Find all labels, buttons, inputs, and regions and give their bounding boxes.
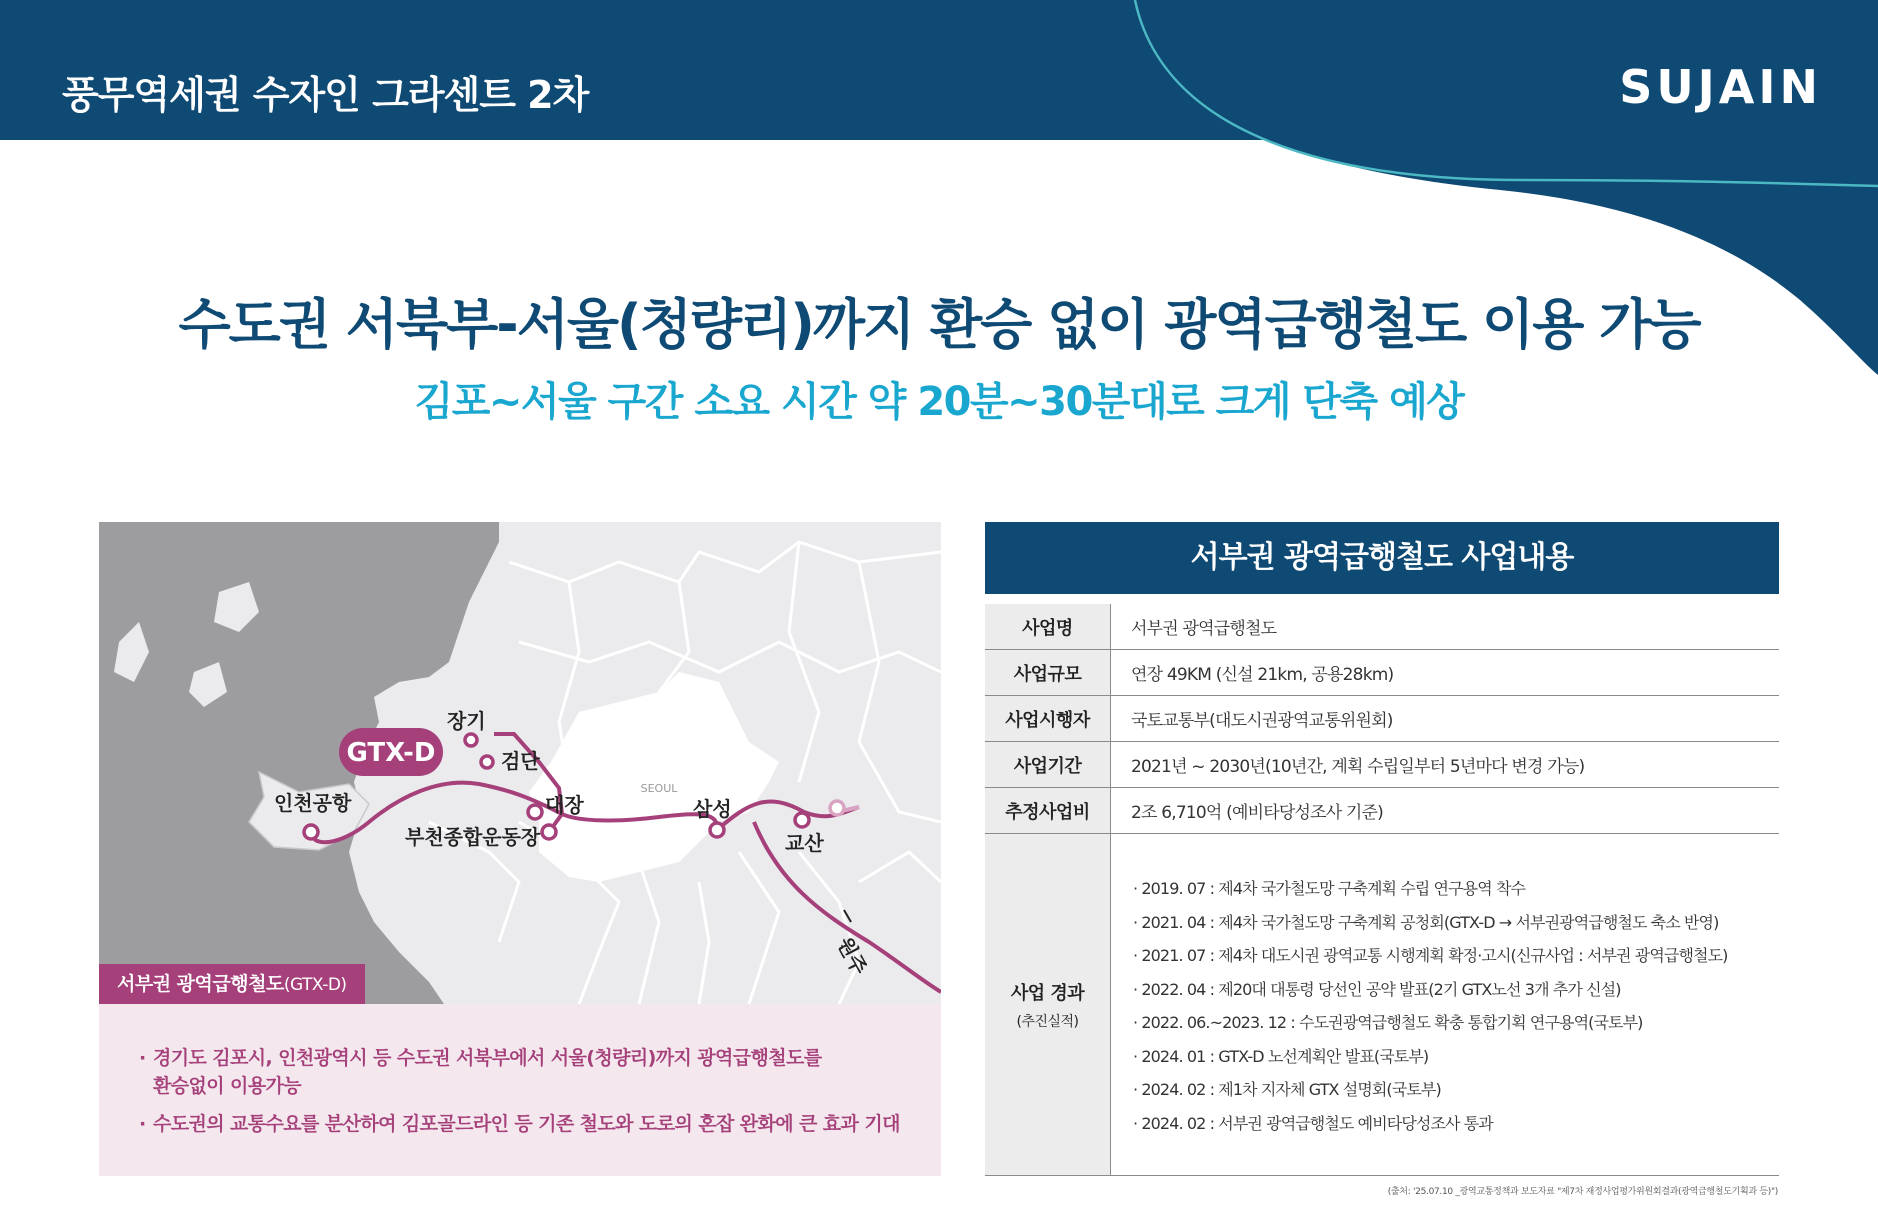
table-row (985, 604, 1779, 650)
table-row-history (985, 834, 1779, 1176)
station-geomdan-dot (481, 756, 493, 768)
map-bullets (99, 1004, 941, 1176)
table-row (985, 650, 1779, 696)
row-label-history: 사업 경과 (추진실적) (985, 834, 1111, 1175)
row-label: 사업시행자 (985, 696, 1111, 741)
row-value: 국토교통부(대도시권광역교통위원회) (1131, 711, 1393, 731)
history-item: · 2024. 01 : GTX-D 노선계획안 발표(국토부) (1133, 1046, 1429, 1066)
station-incheon-airport-dot (304, 825, 318, 839)
header-title: 풍무역세권 수자인 그라센트 2차 (62, 73, 589, 117)
history-item: · 2024. 02 : 제1차 지자체 GTX 설명회(국토부) (1133, 1080, 1441, 1099)
bullet-item: · 경기도 김포시, 인천광역시 등 수도권 서북부에서 서울(청량리)까지 광역급행철도를 환승없이 이용가능 (139, 1044, 941, 1100)
history-item: · 2021. 04 : 제4차 국가철도망 구축계획 공청회(GTX-D → 서부권광역급행철도 축소 반영) (1133, 912, 1719, 932)
station-daejang-dot (528, 805, 542, 819)
station-janggi-dot (465, 734, 477, 746)
label-wonju: 원주 (832, 933, 872, 979)
subheadline: 김포~서울 구간 소요 시간 약 20분~30분대로 크게 단축 예상 (414, 379, 1464, 425)
station-bucheon-dot (542, 825, 556, 839)
label-geomdan: 검단 (501, 749, 540, 773)
history-item: · 2024. 02 : 서부권 광역급행철도 예비타당성조사 통과 (1133, 1113, 1493, 1133)
label-janggi: 장기 (447, 709, 486, 733)
route-map (99, 522, 941, 1004)
row-label: 사업기간 (985, 742, 1111, 787)
station-samseong-dot (710, 823, 724, 837)
route-map-graphic (99, 522, 941, 1004)
bullet-dot-icon: · (139, 1113, 146, 1135)
history-item: · 2022. 04 : 제20대 대통령 당선인 공약 발표(2기 GTX노선 3개 추가 신설) (1133, 979, 1621, 999)
map-caption-sub: (GTX-D) (283, 975, 347, 995)
station-gyosan-dot (795, 813, 809, 827)
bullet-item: · 수도권의 교통수요를 분산하여 김포골드라인 등 기존 철도와 도로의 혼잡 완화에 큰 효과 기대 (139, 1110, 941, 1138)
history-item: · 2019. 07 : 제4차 국가철도망 구축계획 수립 연구용역 착수 (1133, 879, 1526, 898)
brand-logo: SUJAIN (1619, 60, 1822, 114)
map-caption (99, 964, 365, 1004)
station-extension-dot (830, 801, 844, 815)
row-label: 사업명 (985, 604, 1111, 649)
label-bucheon: 부천종합운동장 (405, 825, 541, 849)
map-caption-main: 서부권 광역급행철도 (117, 973, 284, 995)
label-incheon-airport: 인천공항 (274, 791, 352, 815)
label-gyosan: 교산 (785, 831, 824, 855)
project-info-table (985, 522, 1779, 1177)
table-row (985, 696, 1779, 742)
row-value: 2021년 ~ 2030년(10년간, 계획 수립일부터 5년마다 변경 가능) (1131, 757, 1585, 777)
label-daejang: 대장 (545, 793, 584, 817)
seoul-label: SEOUL (640, 782, 678, 795)
bullet-dot-icon: · (139, 1047, 146, 1069)
row-value: 2조 6,710억 (예비타당성조사 기준) (1131, 803, 1384, 823)
row-label: 추정사업비 (985, 788, 1111, 833)
history-item: · 2021. 07 : 제4차 대도시권 광역교통 시행계획 확정·고시(신규사업 : 서부권 광역급행철도) (1133, 946, 1728, 965)
history-item: · 2022. 06.~2023. 12 : 수도권광역급행철도 확충 통합기획 연구용역(국토부) (1133, 1013, 1643, 1032)
headline: 수도권 서북부-서울(청량리)까지 환승 없이 광역급행철도 이용 가능 (178, 293, 1700, 356)
row-value: 서부권 광역급행철도 (1131, 619, 1277, 639)
table-row (985, 788, 1779, 834)
history-list (1111, 834, 1779, 1175)
row-value: 연장 49KM (신설 21km, 공용28km) (1131, 665, 1394, 685)
row-label: 사업규모 (985, 650, 1111, 695)
source-note: (출처: '25.07.10 _광역교통정책과 보도자료 "제7차 재정사업평가위원회결과(광역급행철도기획과 등)") (1387, 1187, 1778, 1197)
gtx-d-badge-label: GTX-D (346, 738, 436, 768)
table-row (985, 742, 1779, 788)
table-title: 서부권 광역급행철도 사업내용 (985, 522, 1779, 594)
label-samseong: 삼성 (693, 797, 732, 821)
